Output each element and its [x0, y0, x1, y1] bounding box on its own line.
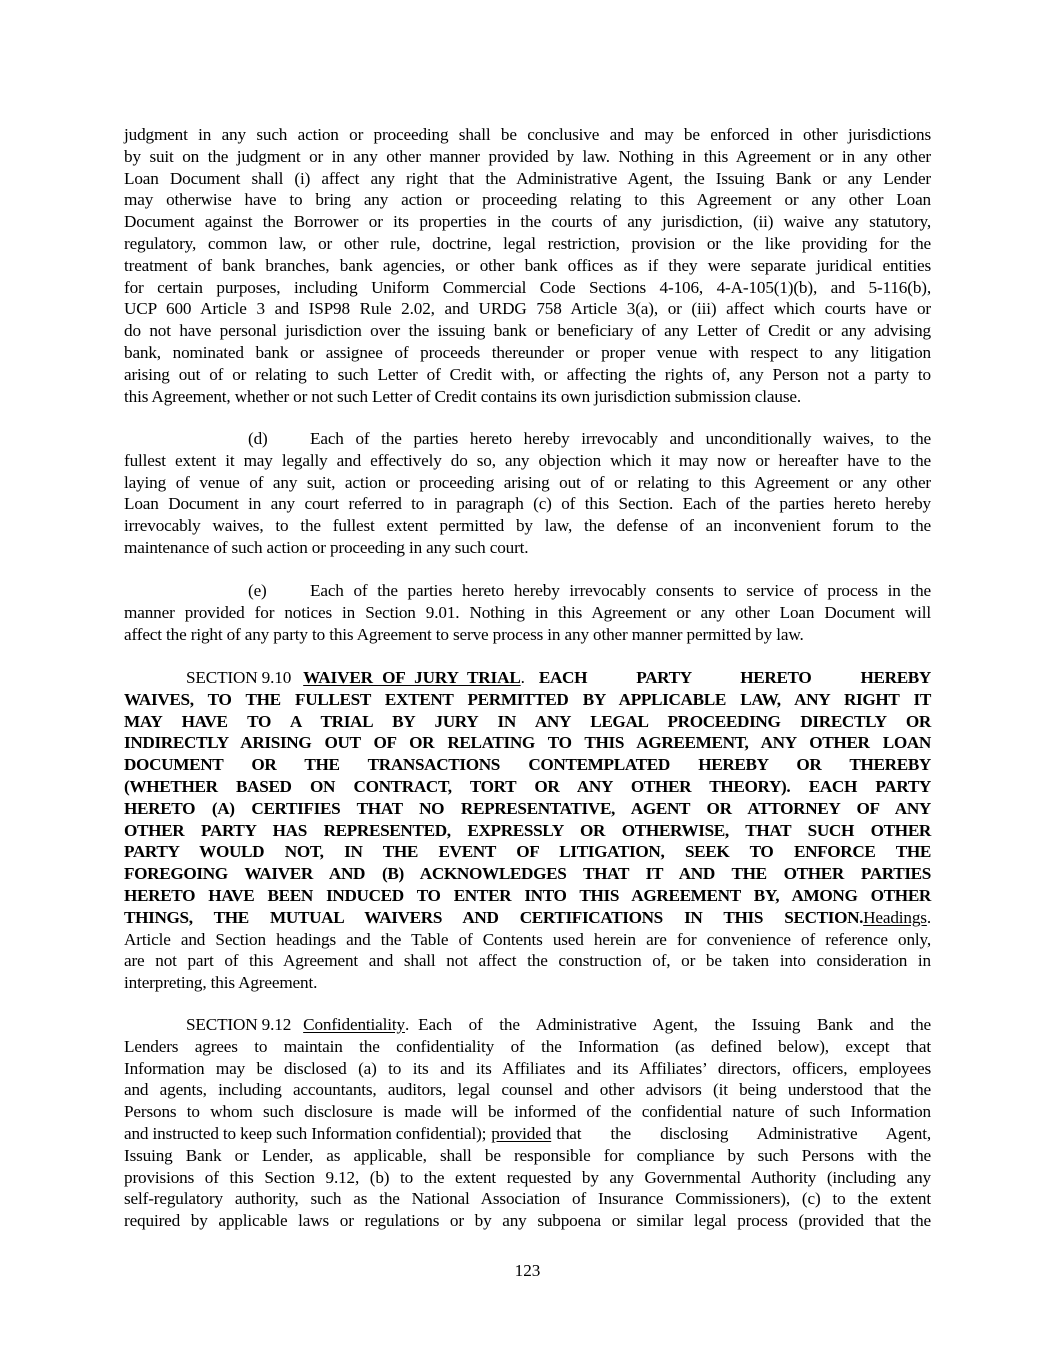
- text-line: do not have personal jurisdiction over the issuing bank or beneficiary of any Letter of Credit or any advising: [124, 321, 931, 341]
- text-line: may otherwise have to bring any action or proceeding relating to this Agreement or any other Loan: [124, 190, 931, 210]
- text-line: UCP 600 Article 3 and ISP98 Rule 2.02, and URDG 758 Article 3(a), or (iii) affect which courts have or: [124, 299, 931, 319]
- text-line: FOREGOING WAIVER AND (B) ACKNOWLEDGES THAT IT AND THE OTHER PARTIES: [124, 864, 931, 884]
- text-line: and agents, including accountants, auditors, legal counsel and other advisors (it being understood that the: [124, 1080, 931, 1100]
- section-9-10: [124, 667, 931, 994]
- section-number: SECTION 9.12: [186, 1015, 292, 1034]
- text-line: Each of the parties hereto hereby irrevocably and unconditionally waives, to the: [310, 429, 931, 448]
- paragraph-e: [124, 580, 931, 645]
- text-line: HERETO HAVE BEEN INDUCED TO ENTER INTO THIS AGREEMENT BY, AMONG OTHER: [124, 885, 931, 905]
- text-line: treatment of bank branches, bank agencies, or other bank offices as if they were separate juridical entities: [124, 255, 931, 275]
- section-9-12-first-line: [124, 1014, 931, 1036]
- text-line: interpreting, this Agreement.: [124, 973, 318, 993]
- text-line: provisions of this Section 9.12, (b) to the extent requested by any Governmental Authority (including any: [124, 1167, 931, 1187]
- text-line: laying of venue of any suit, action or proceeding arising out of or relating to this Agreement or any other: [124, 472, 931, 492]
- page-number: 123: [514, 1261, 541, 1280]
- text-line: irrevocably waives, to the fullest extent permitted by law, the defense of an inconvenient forum to the: [124, 516, 931, 536]
- text-line: Persons to whom such disclosure is made will be informed of the confidential nature of such Information: [124, 1102, 931, 1122]
- text-line: maintenance of such action or proceeding in any such court.: [124, 537, 529, 557]
- paragraph-c-continued: [124, 124, 931, 407]
- text-line: bank, nominated bank or assignee of proceeds thereunder or proper venue with respect to any litigation: [124, 342, 931, 362]
- heading-punctuation: .: [926, 907, 931, 927]
- paragraph-e-first-line: [124, 580, 931, 602]
- text-line: Each of the parties hereto hereby irrevocably consents to service of process in the: [310, 581, 931, 600]
- text-line: Each of the Administrative Agent, the Issuing Bank and the: [418, 1015, 931, 1034]
- section-9-10-last-bold-line: [124, 907, 931, 929]
- text-line: are not part of this Agreement and shall not affect the construction of, or be taken into consideration in: [124, 951, 931, 971]
- text-line: Lenders agrees to maintain the confidentiality of the Information (as defined below), except that: [124, 1036, 931, 1056]
- text-line: PARTY WOULD NOT, IN THE EVENT OF LITIGATION, SEEK TO ENFORCE THE: [124, 842, 931, 862]
- text-line: DOCUMENT OR THE TRANSACTIONS CONTEMPLATED HEREBY OR THEREBY: [124, 755, 931, 775]
- text-line: THINGS, THE MUTUAL WAIVERS AND CERTIFICATIONS IN THIS SECTION.: [124, 907, 864, 927]
- text-line: this Agreement, whether or not such Letter of Credit contains its own jurisdiction submission clause.: [124, 386, 801, 406]
- paragraph-label: (d): [248, 429, 268, 448]
- heading-punctuation: .: [404, 1015, 410, 1034]
- text-line: Loan Document shall (i) affect any right that the Administrative Agent, the Issuing Bank or any Lender: [124, 168, 931, 188]
- paragraph-label: (e): [248, 581, 267, 600]
- text-line: (WHETHER BASED ON CONTRACT, TORT OR ANY OTHER THEORY). EACH PARTY: [124, 776, 931, 796]
- text-line: Document against the Borrower or its properties in the courts of any jurisdiction, (ii) waive any statutory,: [124, 212, 931, 232]
- text-line: Issuing Bank or Lender, as applicable, shall be responsible for compliance by such Persons with the: [124, 1145, 931, 1165]
- text-segment: and instructed to keep such Information confidential);: [124, 1123, 487, 1143]
- provided-line: [124, 1123, 931, 1145]
- text-line: for certain purposes, including Uniform Commercial Code Sections 4-106, 4-A-105(1)(b), and 5-116(b),: [124, 277, 931, 297]
- text-line: arising out of or relating to such Letter of Credit with, or affecting the rights of, any Person not a party to: [124, 364, 931, 384]
- text-line: regulatory, common law, or other rule, doctrine, legal restriction, provision or the like providing for the: [124, 233, 931, 253]
- section-heading: Confidentiality: [303, 1015, 405, 1034]
- text-line: HERETO (A) CERTIFIES THAT NO REPRESENTATIVE, AGENT OR ATTORNEY OF ANY: [124, 798, 931, 818]
- text-line: required by applicable laws or regulations or by any subpoena or similar legal process (provided that the: [124, 1211, 931, 1231]
- text-line: WAIVES, TO THE FULLEST EXTENT PERMITTED BY APPLICABLE LAW, ANY RIGHT IT: [124, 689, 931, 709]
- text-line: MAY HAVE TO A TRIAL BY JURY IN ANY LEGAL PROCEEDING DIRECTLY OR: [124, 711, 931, 731]
- text-line: manner provided for notices in Section 9.01. Nothing in this Agreement or any other Loan Document will: [124, 602, 931, 622]
- heading-punctuation: .: [520, 668, 525, 687]
- section-9-10-first-line: [124, 667, 931, 689]
- section-heading: WAIVER OF JURY TRIAL: [303, 668, 521, 687]
- text-line: Article and Section headings and the Table of Contents used herein are for convenience of reference only,: [124, 929, 931, 949]
- section-9-12: [124, 1014, 931, 1232]
- section-number: SECTION 9.10: [186, 668, 292, 687]
- paragraph-d: [124, 428, 931, 559]
- text-line: EACH PARTY HERETO HEREBY: [538, 668, 931, 687]
- text-line: self-regulatory authority, such as the National Association of Insurance Commissioners), (c) to the extent: [124, 1189, 931, 1209]
- text-line: judgment in any such action or proceeding shall be conclusive and may be enforced in other jurisdictions: [124, 125, 931, 144]
- text-line: fullest extent it may legally and effectively do so, any objection which it may now or hereafter have to the: [124, 450, 931, 470]
- text-line: OTHER PARTY HAS REPRESENTED, EXPRESSLY OR OTHERWISE, THAT SUCH OTHER: [124, 820, 931, 840]
- text-line: Loan Document in any court referred to in paragraph (c) of this Section. Each of the parties hereto hereby: [124, 494, 931, 514]
- text-line: INDIRECTLY ARISING OUT OF OR RELATING TO THIS AGREEMENT, ANY OTHER LOAN: [124, 733, 931, 753]
- headings-heading: Headings: [863, 907, 927, 927]
- text-line: Information may be disclosed (a) to its and its Affiliates and its Affiliates’ directors, officers, employees: [124, 1058, 931, 1078]
- provided-term: provided: [491, 1123, 552, 1143]
- text-line: by suit on the judgment or in any other manner provided by law. Nothing in this Agreement or in any other: [124, 146, 931, 166]
- text-line: affect the right of any party to this Agreement to serve process in any other manner permitted by law.: [124, 624, 804, 644]
- paragraph-d-first-line: [124, 428, 931, 450]
- text-segment: that the disclosing Administrative Agent,: [556, 1123, 931, 1143]
